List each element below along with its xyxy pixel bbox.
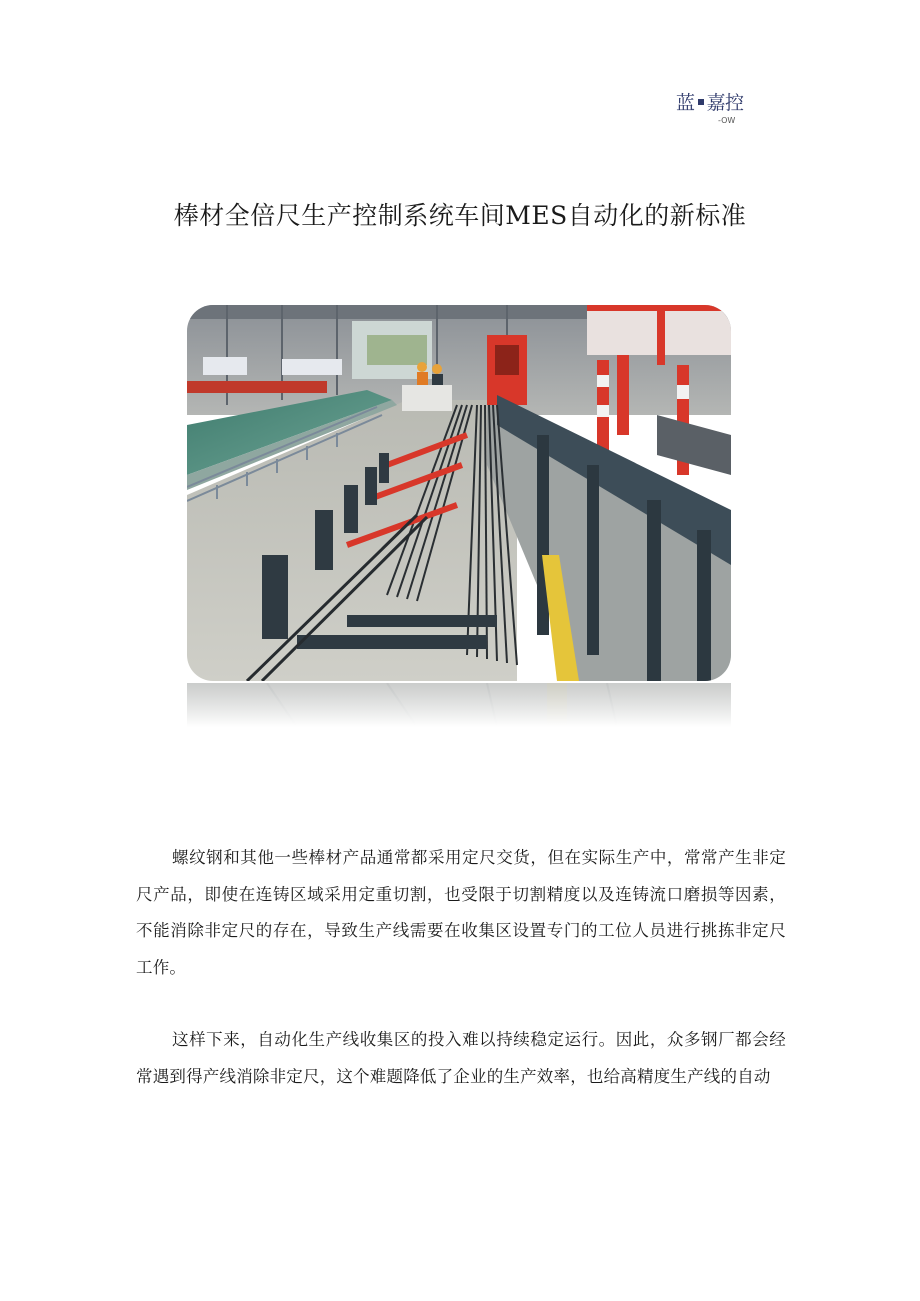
logo-text-left: 蓝: [676, 92, 695, 114]
logo-text-right: 嘉控: [706, 92, 744, 114]
logo-square-icon: [698, 99, 704, 105]
document-title: 棒材全倍尺生产控制系统车间MES自动化的新标准: [173, 201, 747, 230]
factory-photo-figure: [187, 305, 731, 725]
body-paragraph-2: 这样下来，自动化生产线收集区的投入难以持续稳定运行。因此，众多钢厂都会经常遇到得产线消除非定尺，这个难题降低了企业的生产效率，也给高精度生产线的自动: [136, 1030, 786, 1086]
body-paragraph-1: 螺纹钢和其他一些棒材产品通常都采用定尺交货，但在实际生产中，常常产生非定尺产品，即使在连铸区域采用定重切割，也受限于切割精度以及连铸流口磨损等因素，不能消除非定尺的存在，导致生产线需要在收集区设置专门的工位人员进行挑拣非定尺工作。: [136, 848, 786, 977]
logo-subtext: -OW: [718, 116, 736, 125]
company-logo: [676, 88, 746, 125]
photo-reflection: [187, 683, 731, 727]
logo-wordmark: [676, 88, 746, 115]
steel-bar-production-line-photo: [187, 305, 731, 681]
